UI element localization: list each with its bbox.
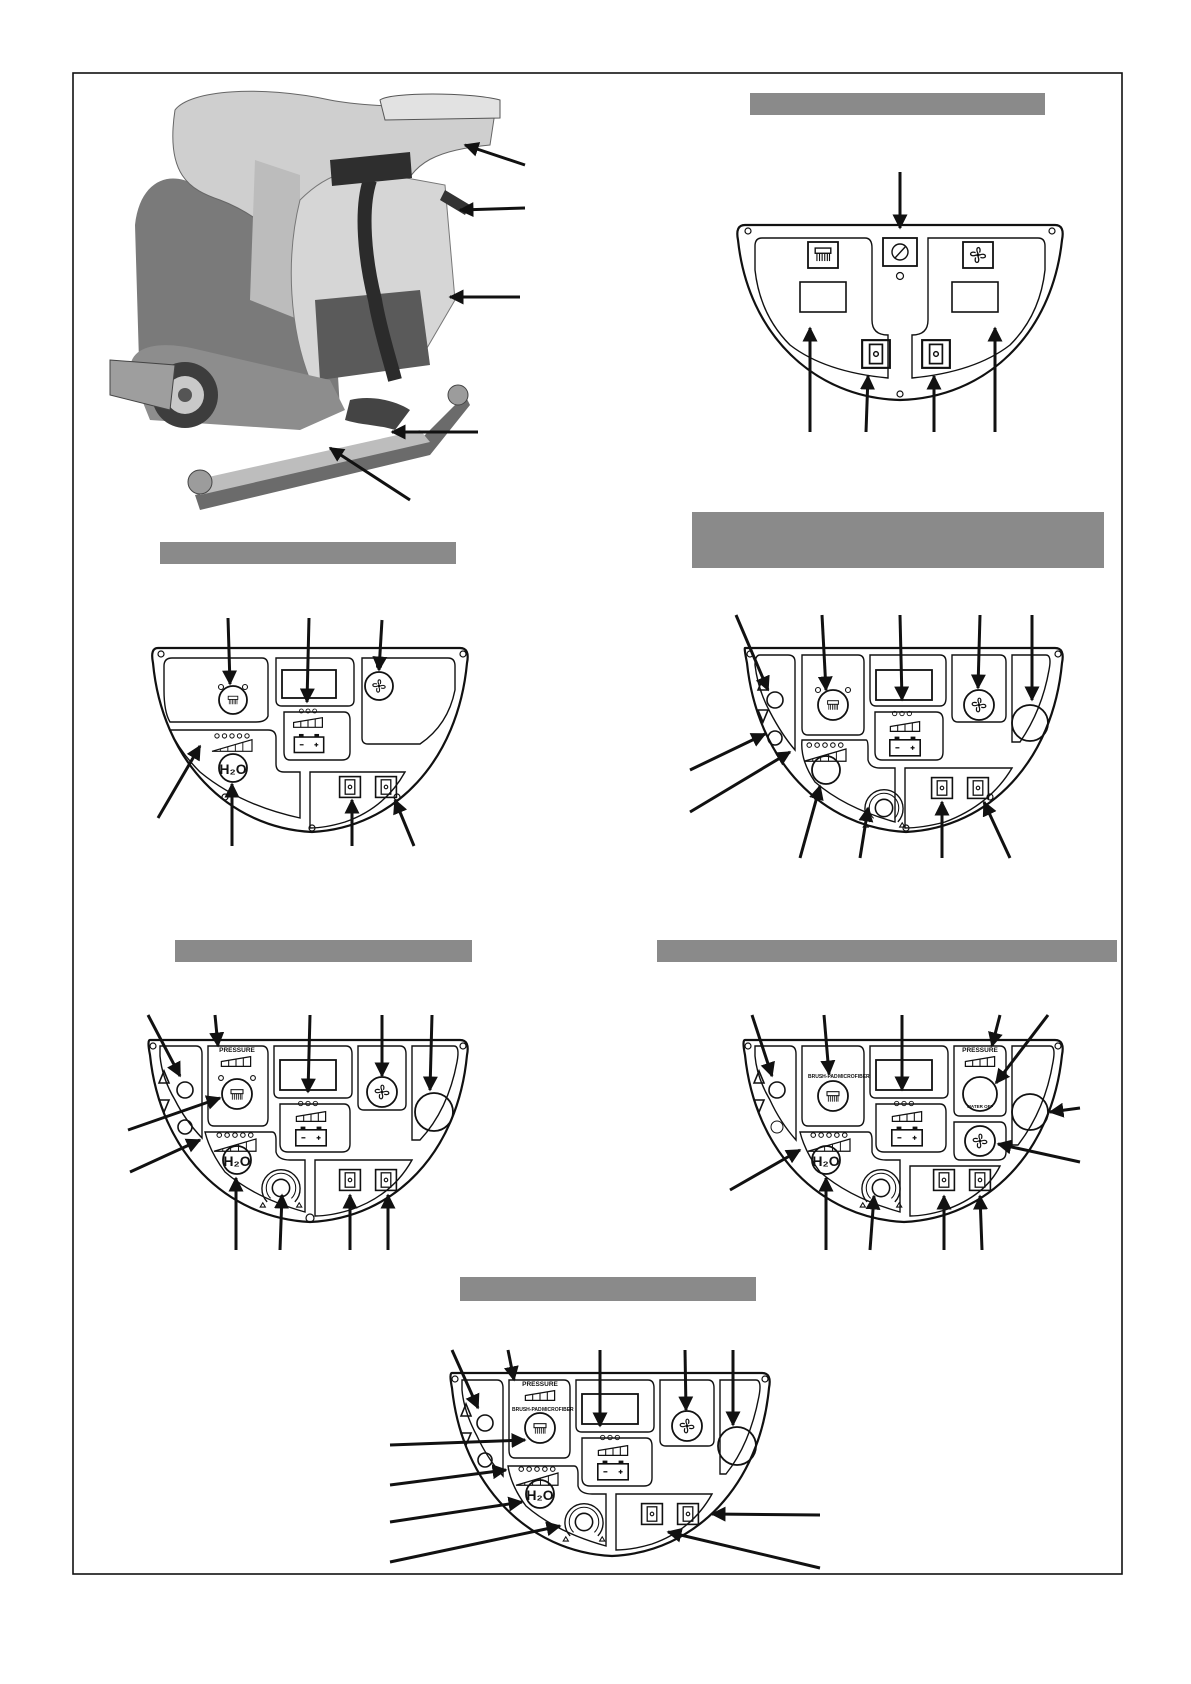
water-button-label[interactable]: H₂O xyxy=(812,1153,840,1169)
caption-bar-panel-f xyxy=(460,1277,756,1301)
caption-bar-panel-a xyxy=(750,93,1045,115)
arrow-pointer-icon xyxy=(465,145,525,165)
water-button-label[interactable]: H₂O xyxy=(219,761,247,777)
caption-bar-panel-e xyxy=(657,940,1117,962)
brush-pad-label: BRUSH-PAD xyxy=(512,1407,542,1413)
control-panel-b xyxy=(152,648,468,832)
water-button-label[interactable]: H₂O xyxy=(223,1153,251,1169)
brush-pad-label: BRUSH-PAD xyxy=(808,1074,838,1080)
arrow-pointer-icon xyxy=(460,208,525,210)
caption-bar-panel-c xyxy=(692,512,1104,568)
microfiber-label: MICROFIBER xyxy=(542,1407,574,1413)
pressure-label: PRESSURE xyxy=(219,1047,255,1054)
caption-bar-panel-b xyxy=(160,542,456,564)
control-panel-a xyxy=(737,225,1062,400)
water-button-label[interactable]: H₂O xyxy=(526,1487,554,1503)
pressure-label: PRESSURE xyxy=(962,1047,998,1054)
caption-bar-panel-d xyxy=(175,940,472,962)
water-off-label: WATER OFF xyxy=(966,1104,994,1109)
pressure-label: PRESSURE xyxy=(522,1381,558,1388)
machine-illustration xyxy=(110,91,500,510)
microfiber-label: MICROFIBER xyxy=(838,1074,870,1080)
